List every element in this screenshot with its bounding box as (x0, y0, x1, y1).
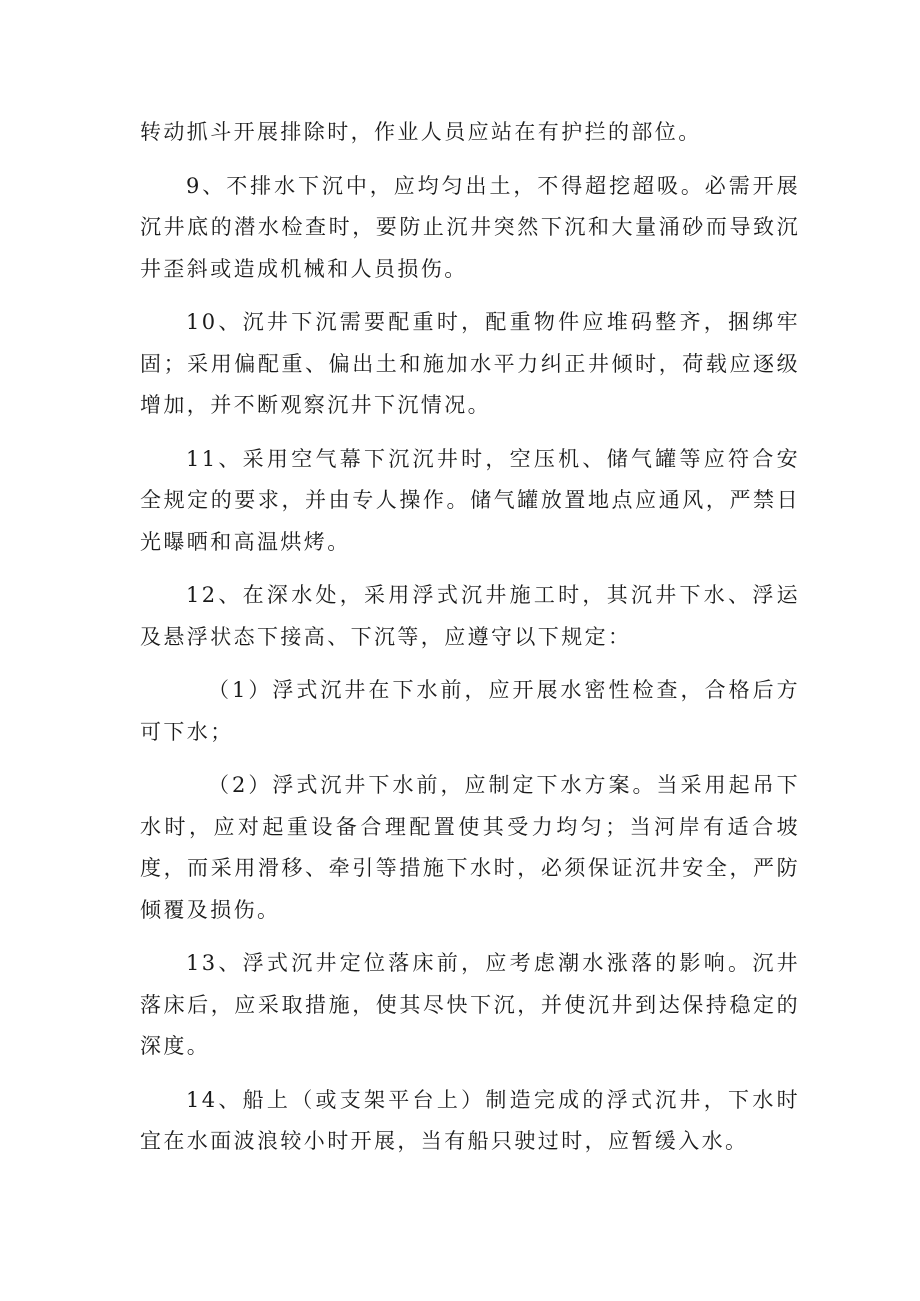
paragraph-item-9: 9、不排水下沉中，应均匀出土，不得超挖超吸。必需开展沉井底的潜水检查时，要防止沉井突然下沉和大量涌砂而导致沉井歪斜或造成机械和人员损伤。 (140, 173, 800, 281)
paragraph-subitem-1: （1）浮式沉井在下水前，应开展水密性检查，合格后方可下水； (140, 678, 800, 744)
paragraph-item-12: 12、在深水处，采用浮式沉井施工时，其沉井下水、浮运及悬浮状态下接高、下沉等，应遵守以下规定： (140, 583, 800, 649)
paragraph-item-11: 11、采用空气幕下沉沉井时，空压机、储气罐等应符合安全规定的要求，并由专人操作。储气罐放置地点应通风，严禁日光曝晒和高温烘烤。 (140, 446, 800, 554)
document-body (140, 112, 800, 1175)
paragraph-continuation: 转动抓斗开展排除时，作业人员应站在有护拦的部位。 (140, 120, 702, 144)
paragraph-subitem-2: （2）浮式沉井下水前，应制定下水方案。当采用起吊下水时，应对起重设备合理配置使其受力均匀；当河岸有适合坡度，而采用滑移、牵引等措施下水时，必须保证沉井安全，严防倾覆及损伤。 (140, 773, 800, 922)
paragraph-item-10: 10、沉井下沉需要配重时，配重物件应堆码整齐，捆绑牢固；采用偏配重、偏出土和施加水平力纠正井倾时，荷载应逐级增加，并不断观察沉井下沉情况。 (140, 310, 800, 417)
paragraph-item-14: 14、船上（或支架平台上）制造完成的浮式沉井，下水时宜在水面波浪较小时开展，当有船只驶过时，应暂缓入水。 (140, 1087, 800, 1153)
paragraph-item-13: 13、浮式沉井定位落床前，应考虑潮水涨落的影响。沉井落床后，应采取措施，使其尽快下沉，并使沉井到达保持稳定的深度。 (140, 951, 800, 1058)
